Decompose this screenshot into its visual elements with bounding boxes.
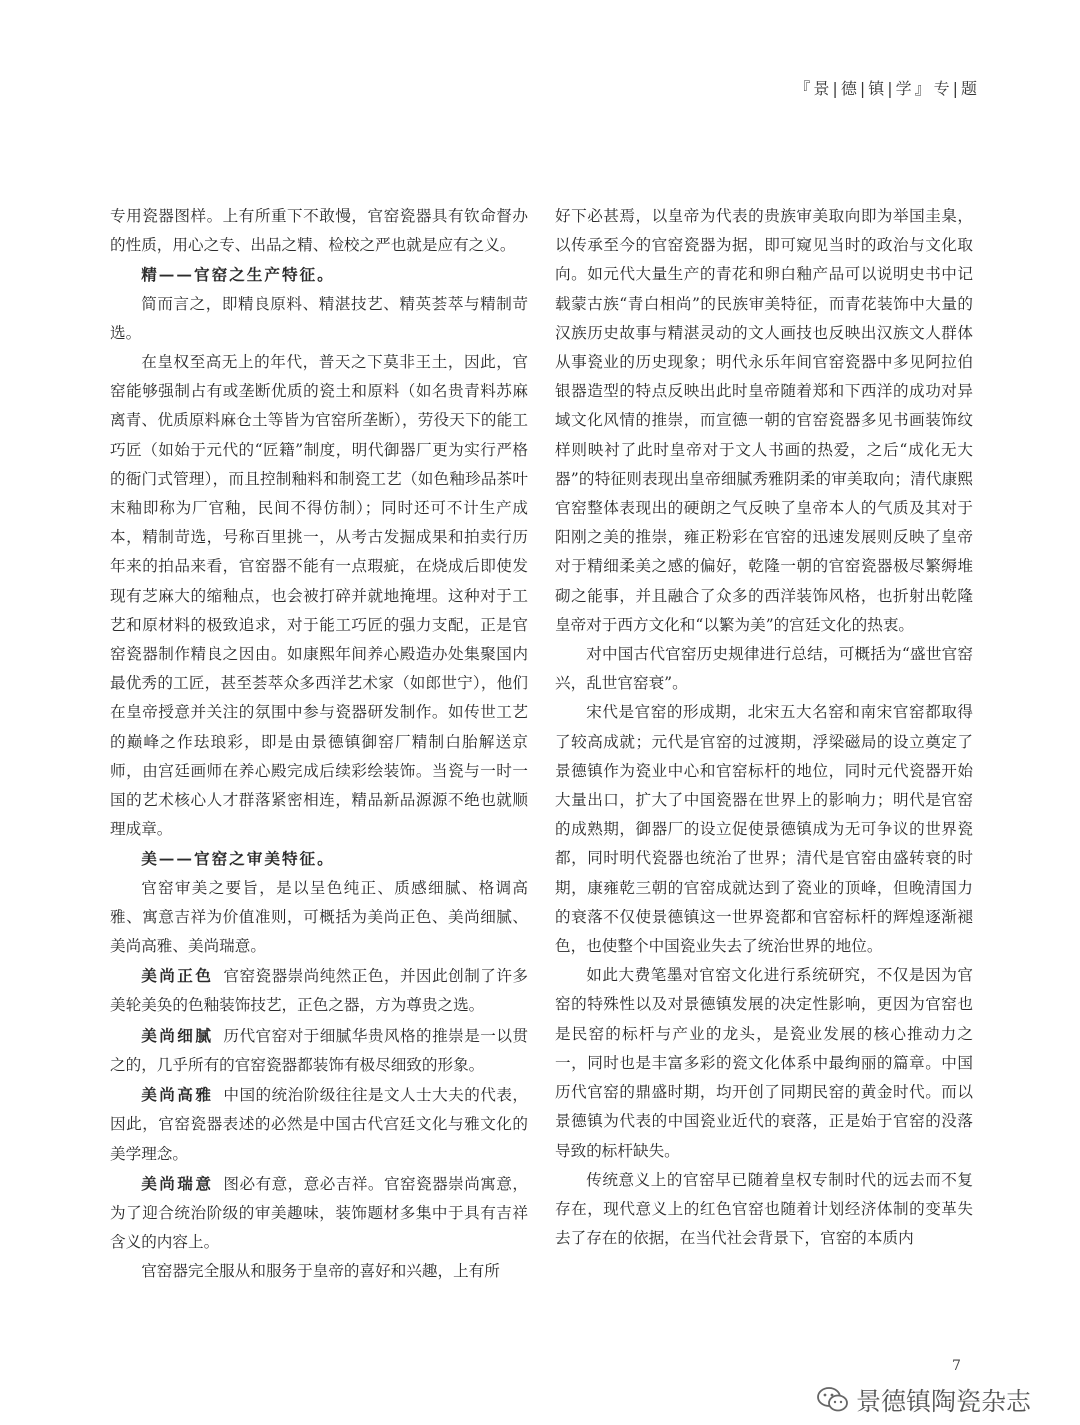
paragraph: 简而言之，即精良原料、精湛技艺、精英荟萃与精制苛选。: [110, 294, 528, 342]
paragraph: 对中国古代官窑历史规律进行总结，可概括为“盛世官窑兴，乱世官窑衰”。: [555, 645, 973, 693]
paragraph-text: 历代官窑对于细腻华贵风格的推崇是一以贯之的，几乎所有的官窑瓷器都装饰有极尽细致的形象。: [110, 1026, 528, 1074]
left-column: [110, 202, 528, 1287]
paragraph: 官窑审美之要旨，是以呈色纯正、质感细腻、格调高雅、寓意吉祥为价值准则，可概括为美尚正色、美尚细腻、美尚高雅、美尚瑞意。: [110, 878, 528, 956]
paragraph: 宋代是官窑的形成期，北宋五大名窑和南宋官窑都取得了较高成就；元代是官窑的过渡期，浮梁磁局的设立奠定了景德镇作为瓷业中心和官窑标杆的地位，同时元代瓷器开始大量出口，扩大了中国瓷器在世界上的影响力；明代是官窑的成熟期，御器厂的设立促使景德镇成为无可争议的世界瓷都，同时明代瓷器也统治了世界；清代是官窑由盛转衰的时期，康雍乾三朝的官窑成就达到了瓷业的顶峰，但晚清国力的衰落不仅使景德镇这一世界瓷都和官窑标杆的辉煌逐渐褪色，也使整个中国瓷业失去了统治世界的地位。: [555, 703, 973, 956]
paragraph-lead: 美尚高雅: [141, 1085, 214, 1105]
paragraph-text: 中国的统治阶级往往是文人士大夫的代表，因此，官窑瓷器表述的必然是中国古代宫廷文化与雅文化的美学理念。: [110, 1086, 528, 1163]
paragraph: 在皇权至高无上的年代，普天之下莫非王土，因此，官窑能够强制占有或垄断优质的瓷土和原料（如名贵青料苏麻离青、优质原料麻仓土等皆为官窑所垄断），劳役天下的能工巧匠（如始于元代的“匠籍”制度，明代御器厂更为实行严格的衙门式管理），而且控制釉料和制瓷工艺（如色釉珍品茶叶末釉即称为厂官釉，民间不得仿制）；同时还可不计生产成本，精制苛选，号称百里挑一，从考古发掘成果和拍卖行历年来的拍品来看，官窑器不能有一点瑕疵，在烧成后即使发现有芝麻大的缩釉点，也会被打碎并就地掩埋。这种对于工艺和原材料的极致追求，对于能工巧匠的强力支配，正是官窑瓷器制作精良之因由。如康熙年间养心殿造办处集聚国内最优秀的工匠，甚至荟萃众多西洋艺术家（如郎世宁），他们在皇帝授意并关注的氛围中参与瓷器研发制作。如传世工艺的巅峰之作珐琅彩，即是由景德镇御窑厂精制白胎解送京师，由宫廷画师在养心殿完成后续彩绘装饰。当瓷与一时一国的艺术核心人才群落紧密相连，精品新品源源不绝也就顺理成章。: [110, 353, 528, 839]
page-number: 7: [952, 1358, 961, 1374]
paragraph: [110, 961, 528, 1020]
paragraph-lead: 美尚瑞意: [141, 1173, 214, 1193]
paragraph: 如此大费笔墨对官窑文化进行系统研究，不仅是因为官窑的特殊性以及对景德镇发展的决定性影响，更因为官窑也是民窑的标杆与产业的龙头，是瓷业发展的核心推动力之一，同时也是丰富多彩的瓷文化体系中最绚丽的篇章。中国历代官窑的鼎盛时期，均开创了同期民窑的黄金时代。而以景德镇为代表的中国瓷业近代的衰落，正是始于官窑的没落导致的标杆缺失。: [555, 966, 973, 1160]
paragraph: [110, 1021, 528, 1080]
right-column: [555, 202, 973, 1253]
paragraph: 官窑器完全服从和服务于皇帝的喜好和兴趣，上有所: [141, 1262, 500, 1281]
paragraph-lead: 美尚正色: [141, 966, 214, 986]
wechat-icon: [816, 1386, 850, 1414]
paragraph-text: 官窑瓷器崇尚纯然正色，并因此创制了许多美轮美奂的色釉装饰技艺，正色之器，方为尊贵之选。: [110, 967, 528, 1015]
subheading: 美——官窑之审美特征。: [141, 849, 335, 869]
subheading: 精——官窑之生产特征。: [141, 265, 335, 285]
section-header: 『景|德|镇|学』专|题: [794, 79, 980, 98]
watermark: [816, 1382, 1031, 1418]
paragraph: 传统意义上的官窑早已随着皇权专制时代的远去而不复存在，现代意义上的红色官窑也随着计划经济体制的变革失去了存在的依据，在当代社会背景下，官窑的本质内: [555, 1170, 973, 1248]
paragraph: [110, 1169, 528, 1258]
paragraph-text: 图必有意，意必吉祥。官窑瓷器崇尚寓意，为了迎合统治阶级的审美趣味，装饰题材多集中于具有吉祥含义的内容上。: [110, 1174, 528, 1252]
paragraph-continued: 专用瓷器图样。上有所重下不敢慢，官窑瓷器具有钦命督办的性质，用心之专、出品之精、检校之严也就是应有之义。: [110, 207, 528, 255]
watermark-text: 景德镇陶瓷杂志: [856, 1387, 1032, 1416]
paragraph-continued: 好下必甚焉，以皇帝为代表的贵族审美取向即为举国圭臬，以传承至今的官窑瓷器为据，即可窥见当时的政治与文化取向。如元代大量生产的青花和卵白釉产品可以说明史书中记载蒙古族“青白相尚”的民族审美特征，而青花装饰中大量的汉族历史故事与精湛灵动的文人画技也反映出汉族文人群体从事瓷业的历史现象；明代永乐年间官窑瓷器中多见阿拉伯银器造型的特点反映出此时皇帝随着郑和下西洋的成功对异域文化风情的推崇，而宣德一朝的官窑瓷器多见书画装饰纹样则映衬了此时皇帝对于文人书画的热爱，之后“成化无大器”的特征则表现出皇帝细腻秀雅阴柔的审美取向；清代康熙官窑整体表现出的硬朗之气反映了皇帝本人的气质及其对于阳刚之美的推崇，雍正粉彩在官窑的迅速发展则反映了皇帝对于精细柔美之感的偏好，乾隆一朝的官窑瓷器极尽繁缛堆砌之能事，并且融合了众多的西洋装饰风格，也折射出乾隆皇帝对于西方文化和“以繁为美”的宫廷文化的热衷。: [555, 207, 973, 634]
paragraph: [110, 1080, 528, 1169]
paragraph-lead: 美尚细腻: [141, 1025, 214, 1045]
